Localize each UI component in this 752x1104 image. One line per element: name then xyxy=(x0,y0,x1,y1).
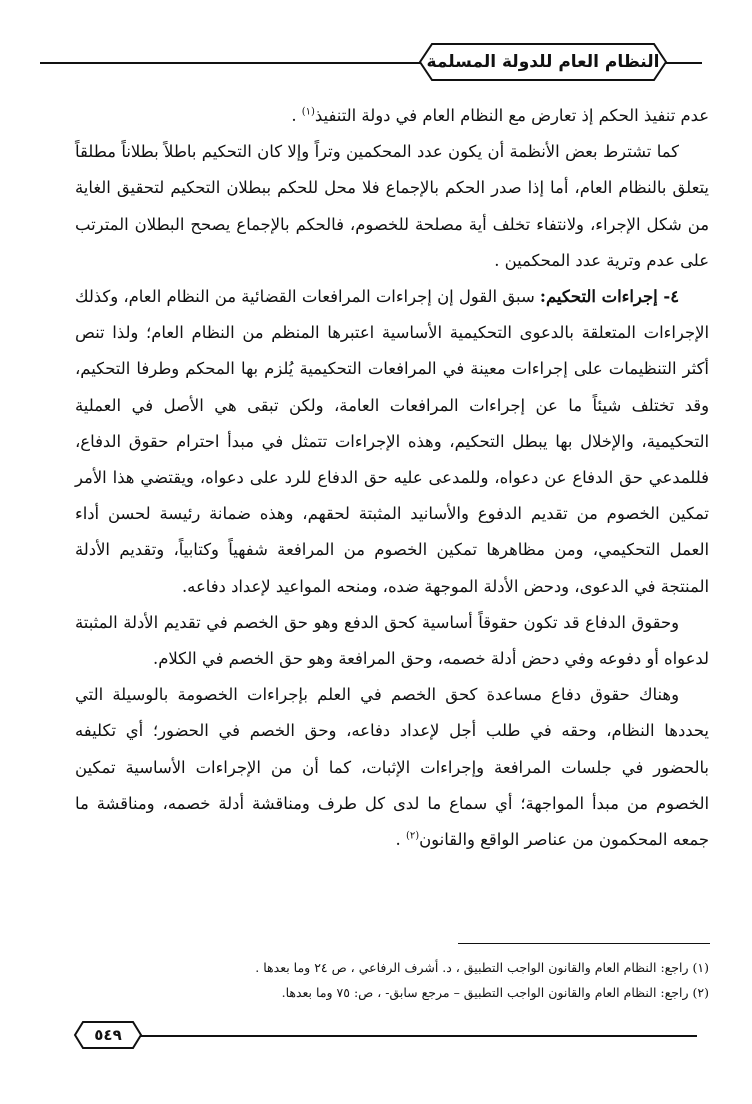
footnote-2: (٢) راجع: النظام العام والقانون الواجب التطبيق – مرجع سابق- ، ص: ٧٥ وما بعدها. xyxy=(281,985,709,1000)
paragraph-3-text: سبق القول إن إجراءات المرافعات القضائية من النظام العام، وكذلك الإجراءات المتعلقة بالدعوى التحكيمية الأساسية اعتبرها المنظم من النظام العام؛ ولذا تنص أكثر التنظيمات على إجراءات معينة في المرافعات التحكيمية يُلزم بها المحكم وطرفا التحكيم، وقد تختلف شيئاً ما عن إجراءات المرافعات العامة، ولكن تبقى هي الأصل في العملية التحكيمية، والإخلال بها يبطل التحكيم، وهذه الإجراءات تتمثل في مبدأ احترام حقوق الدفاع، فللمدعي حق الدفاع عن دعواه، وللمدعى عليه حق الدفاع للرد على دعواه، ويقتضي هذا الأمر تمكين الخصوم من تقديم الدفوع والأسانيد المثبتة لحقهم، وهذه ضمانة رئيسة لحسن أداء العمل التحكيمي، ومن مظاهرها تمكين الخصوم من المرافعة شفهياً وكتابياً، وتقديم الأدلة المنتجة في الدعوى، ودحض الأدلة الموجهة ضده، ومنحه المواعيد لإعداد دفاعه. xyxy=(75,287,709,596)
footnote-ref-1[interactable]: (١) xyxy=(301,106,315,118)
paragraph-4: وحقوق الدفاع قد تكون حقوقاً أساسية كحق الدفع وهو حق الخصم في تقديم الأدلة المثبتة لدعواه أو دفوعه وفي دحض أدلة خصمه، وحق المرافعة وهو حق الخصم في الكلام. xyxy=(75,612,709,669)
footnote-1: (١) راجع: النظام العام والقانون الواجب التطبيق ، د. أشرف الرفاعي ، ص ٢٤ وما بعدها . xyxy=(255,960,709,975)
footnotes xyxy=(75,955,709,1005)
header-title: النظام العام للدولة المسلمة xyxy=(426,52,660,72)
paragraph-3 xyxy=(75,279,709,605)
paragraph-1 xyxy=(75,98,709,134)
page-number-frame xyxy=(73,1020,143,1050)
paragraph-5-text: وهناك حقوق دفاع مساعدة كحق الخصم في العلم بإجراءات الخصومة بالوسيلة التي يحددها النظام، وحقه في طلب أجل لإعداد دفاعه، وحق الخصم في الحضور؛ أي تكليفه بالحضور في جلسات المرافعة وإجراءات الإثبات، كما أن من الإجراءات الأساسية تمكين الخصوم من مبدأ المواجهة؛ أي سماع ما لدى كل طرف ومناقشة أدلة خصمه، ومناقشة ما جمعه المحكمون من عناصر الواقع والقانون xyxy=(75,685,709,850)
page-footer xyxy=(73,1020,697,1050)
footnote-ref-2[interactable]: (٢) xyxy=(405,830,420,842)
header-title-frame xyxy=(418,42,668,82)
paragraph-1-text: عدم تنفيذ الحكم إذ تعارض مع النظام العام في دولة التنفيذ xyxy=(314,106,709,125)
paragraph-1-end: . xyxy=(291,106,302,125)
section-heading-procedures: ٤- إجراءات التحكيم: xyxy=(539,287,679,307)
paragraph-5-end: . xyxy=(395,830,406,850)
running-header xyxy=(40,42,702,82)
main-text xyxy=(75,98,709,858)
footer-rule xyxy=(123,1035,697,1037)
page-number: ٥٤٩ xyxy=(94,1026,122,1044)
paragraph-2: كما تشترط بعض الأنظمة أن يكون عدد المحكمين وتراً وإلا كان التحكيم باطلاً بطلاناً مطلقاً يتعلق بالنظام العام، أما إذا صدر الحكم بالإجماع فلا محل للحكم ببطلان التحكيم لتحقيق الغاية من شكل الإجراء، ولانتفاء تخلف أية مصلحة للخصوم، فالحكم بالإجماع يصحح البطلان المترتب على عدم وترية عدد المحكمين . xyxy=(75,142,709,270)
footnote-separator xyxy=(458,943,710,944)
paragraph-5 xyxy=(75,677,709,858)
